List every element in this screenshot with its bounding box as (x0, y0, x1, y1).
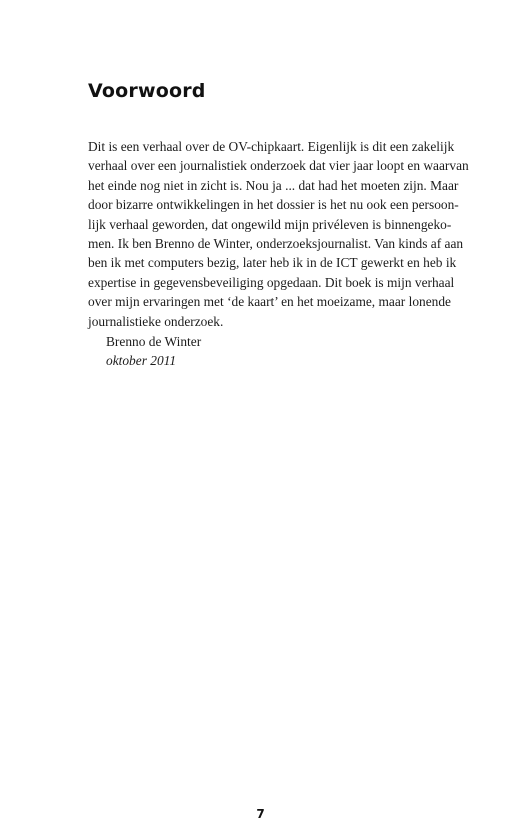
chapter-heading: Voorwoord (88, 80, 206, 102)
paragraph-line: ben ik met computers bezig, later heb ik in de ICT gewerkt en heb ik (88, 255, 457, 271)
foreword-paragraph (88, 137, 469, 331)
page-number: 7 (256, 807, 265, 821)
paragraph-line: over mijn ervaringen met ‘de kaart’ en het moeizame, maar lonende (88, 294, 451, 310)
paragraph-line: journalistieke onderzoek. (88, 313, 224, 329)
paragraph-line: door bizarre ontwikkelingen in het dossier is het nu ook een persoon- (88, 197, 459, 213)
paragraph-line: Dit is een verhaal over de OV-chipkaart. Eigenlijk is dit een zakelijk (88, 139, 455, 154)
paragraph-line: lijk verhaal geworden, dat ongewild mijn privéleven is binnengeko- (88, 216, 452, 232)
author-name: Brenno de Winter (106, 334, 202, 349)
paragraph-line: expertise in gegevensbeveiliging opgedaan. Dit boek is mijn verhaal (88, 274, 455, 290)
paragraph-line: verhaal over een journalistiek onderzoek dat vier jaar loopt en waarvan (88, 158, 469, 174)
signature-date: oktober 2011 (106, 353, 177, 369)
paragraph-line: het einde nog niet in zicht is. Nou ja ... dat had het moeten zijn. Maar (88, 177, 459, 193)
paragraph-line: men. Ik ben Brenno de Winter, onderzoeksjournalist. Van kinds af aan (88, 236, 464, 252)
signature-block (106, 332, 201, 371)
